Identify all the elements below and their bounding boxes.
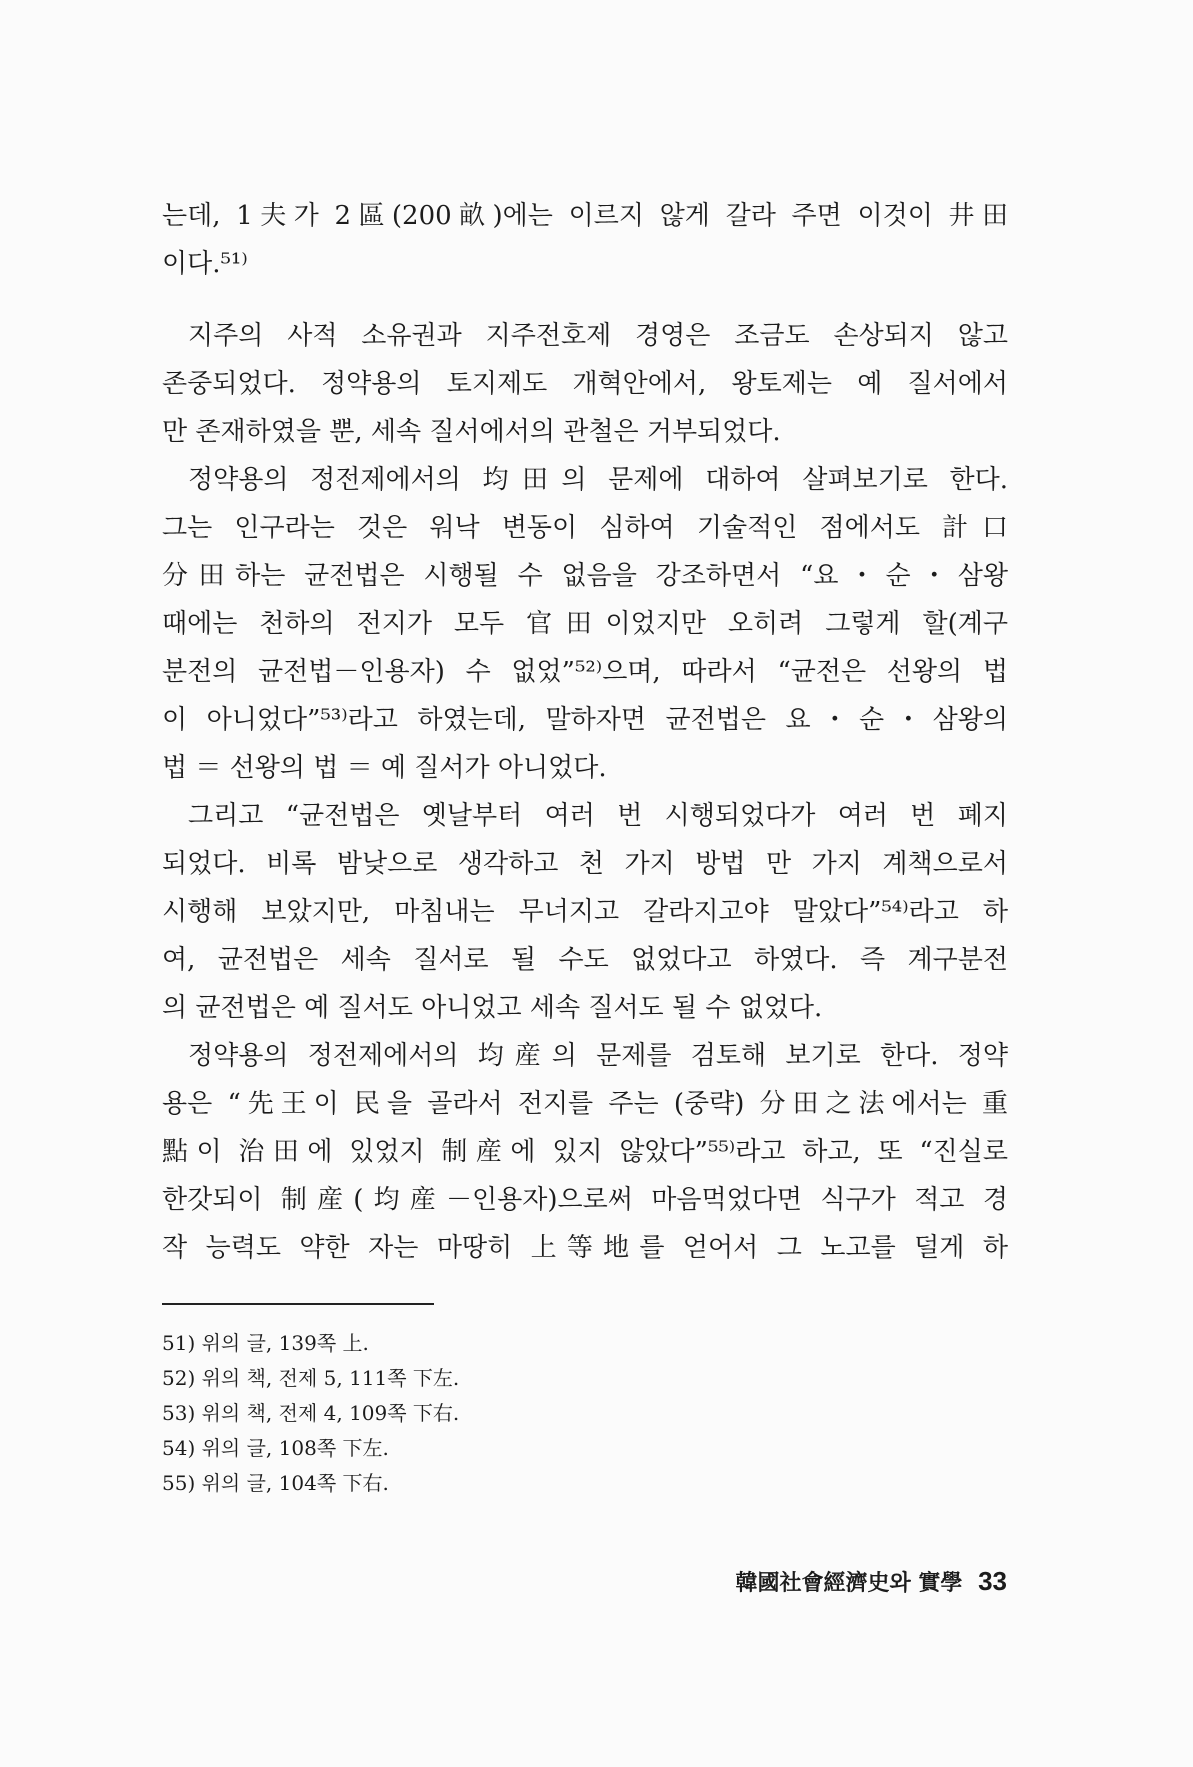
text-line: 는데, 1夫가 2區(200畝)에는 이르지 않게 갈라 주면 이것이 井田: [162, 201, 1008, 231]
footnotes: [162, 1326, 762, 1501]
text-line: 때에는 천하의 전지가 모두 官田이었지만 오히려 그렇게 할(계구: [162, 609, 1008, 639]
paragraph: [162, 456, 1008, 792]
running-title: 韓國社會經濟史와 實學: [735, 1570, 963, 1596]
text-line: 만 존재하였을 뿐, 세속 질서에서의 관철은 거부되었다.: [162, 417, 781, 447]
footnote: 51) 위의 글, 139쪽 上.: [162, 1331, 369, 1355]
main-text: [162, 312, 1008, 1272]
page-number: 33: [978, 1566, 1007, 1596]
text-line: 이 아니었다”⁵³⁾라고 하였는데, 말하자면 균전법은 요・순・삼왕의: [162, 705, 1008, 735]
text-line: 分田하는 균전법은 시행될 수 없음을 강조하면서 “요・순・삼왕: [162, 561, 1008, 591]
text-line: 법 ＝ 선왕의 법 ＝ 예 질서가 아니었다.: [162, 753, 607, 783]
text-line: 그리고 “균전법은 옛날부터 여러 번 시행되었다가 여러 번 폐지: [188, 801, 1008, 831]
text-line: 의 균전법은 예 질서도 아니었고 세속 질서도 될 수 없었다.: [162, 993, 823, 1023]
text-line: 정약용의 정전제에서의 均田의 문제에 대하여 살펴보기로 한다.: [188, 465, 1008, 495]
text-line: 여, 균전법은 세속 질서로 될 수도 없었다고 하였다. 즉 계구분전: [162, 945, 1008, 975]
text-line: 지주의 사적 소유권과 지주전호제 경영은 조금도 손상되지 않고: [188, 321, 1008, 351]
page-footer: [735, 1566, 1007, 1597]
text-line: 용은 “先王이 民을 골라서 전지를 주는 (중략) 分田之法에서는 重: [162, 1089, 1008, 1119]
footnote-divider: [162, 1303, 434, 1305]
text-line: 그는 인구라는 것은 워낙 변동이 심하여 기술적인 점에서도 計口: [162, 513, 1008, 543]
paragraph: [162, 312, 1008, 456]
paragraph: [162, 792, 1008, 1032]
footnote: 55) 위의 글, 104쪽 下右.: [162, 1471, 389, 1495]
text-line: 정약용의 정전제에서의 均産의 문제를 검토해 보기로 한다. 정약: [188, 1041, 1008, 1071]
text-line: 이다.⁵¹⁾: [162, 249, 248, 279]
continued-quotation: [162, 192, 1008, 288]
text-line: 작 능력도 약한 자는 마땅히 上等地를 얻어서 그 노고를 덜게 하: [162, 1233, 1008, 1263]
text-line: 한갓되이 制産(均産－인용자)으로써 마음먹었다면 식구가 적고 경: [162, 1185, 1008, 1215]
paragraph: [162, 1032, 1008, 1272]
footnote: 52) 위의 책, 전제 5, 111쪽 下左.: [162, 1366, 460, 1390]
text-line: 되었다. 비록 밤낮으로 생각하고 천 가지 방법 만 가지 계책으로서: [162, 849, 1008, 879]
text-line: 點이 治田에 있었지 制産에 있지 않았다”⁵⁵⁾라고 하고, 또 “진실로: [162, 1137, 1008, 1167]
text-line: 존중되었다. 정약용의 토지제도 개혁안에서, 왕토제는 예 질서에서: [162, 369, 1008, 399]
text-line: 분전의 균전법－인용자) 수 없었”⁵²⁾으며, 따라서 “균전은 선왕의 법: [162, 657, 1008, 687]
text-line: 시행해 보았지만, 마침내는 무너지고 갈라지고야 말았다”⁵⁴⁾라고 하: [162, 897, 1008, 927]
footnote: 54) 위의 글, 108쪽 下左.: [162, 1436, 389, 1460]
footnote: 53) 위의 책, 전제 4, 109쪽 下右.: [162, 1401, 460, 1425]
